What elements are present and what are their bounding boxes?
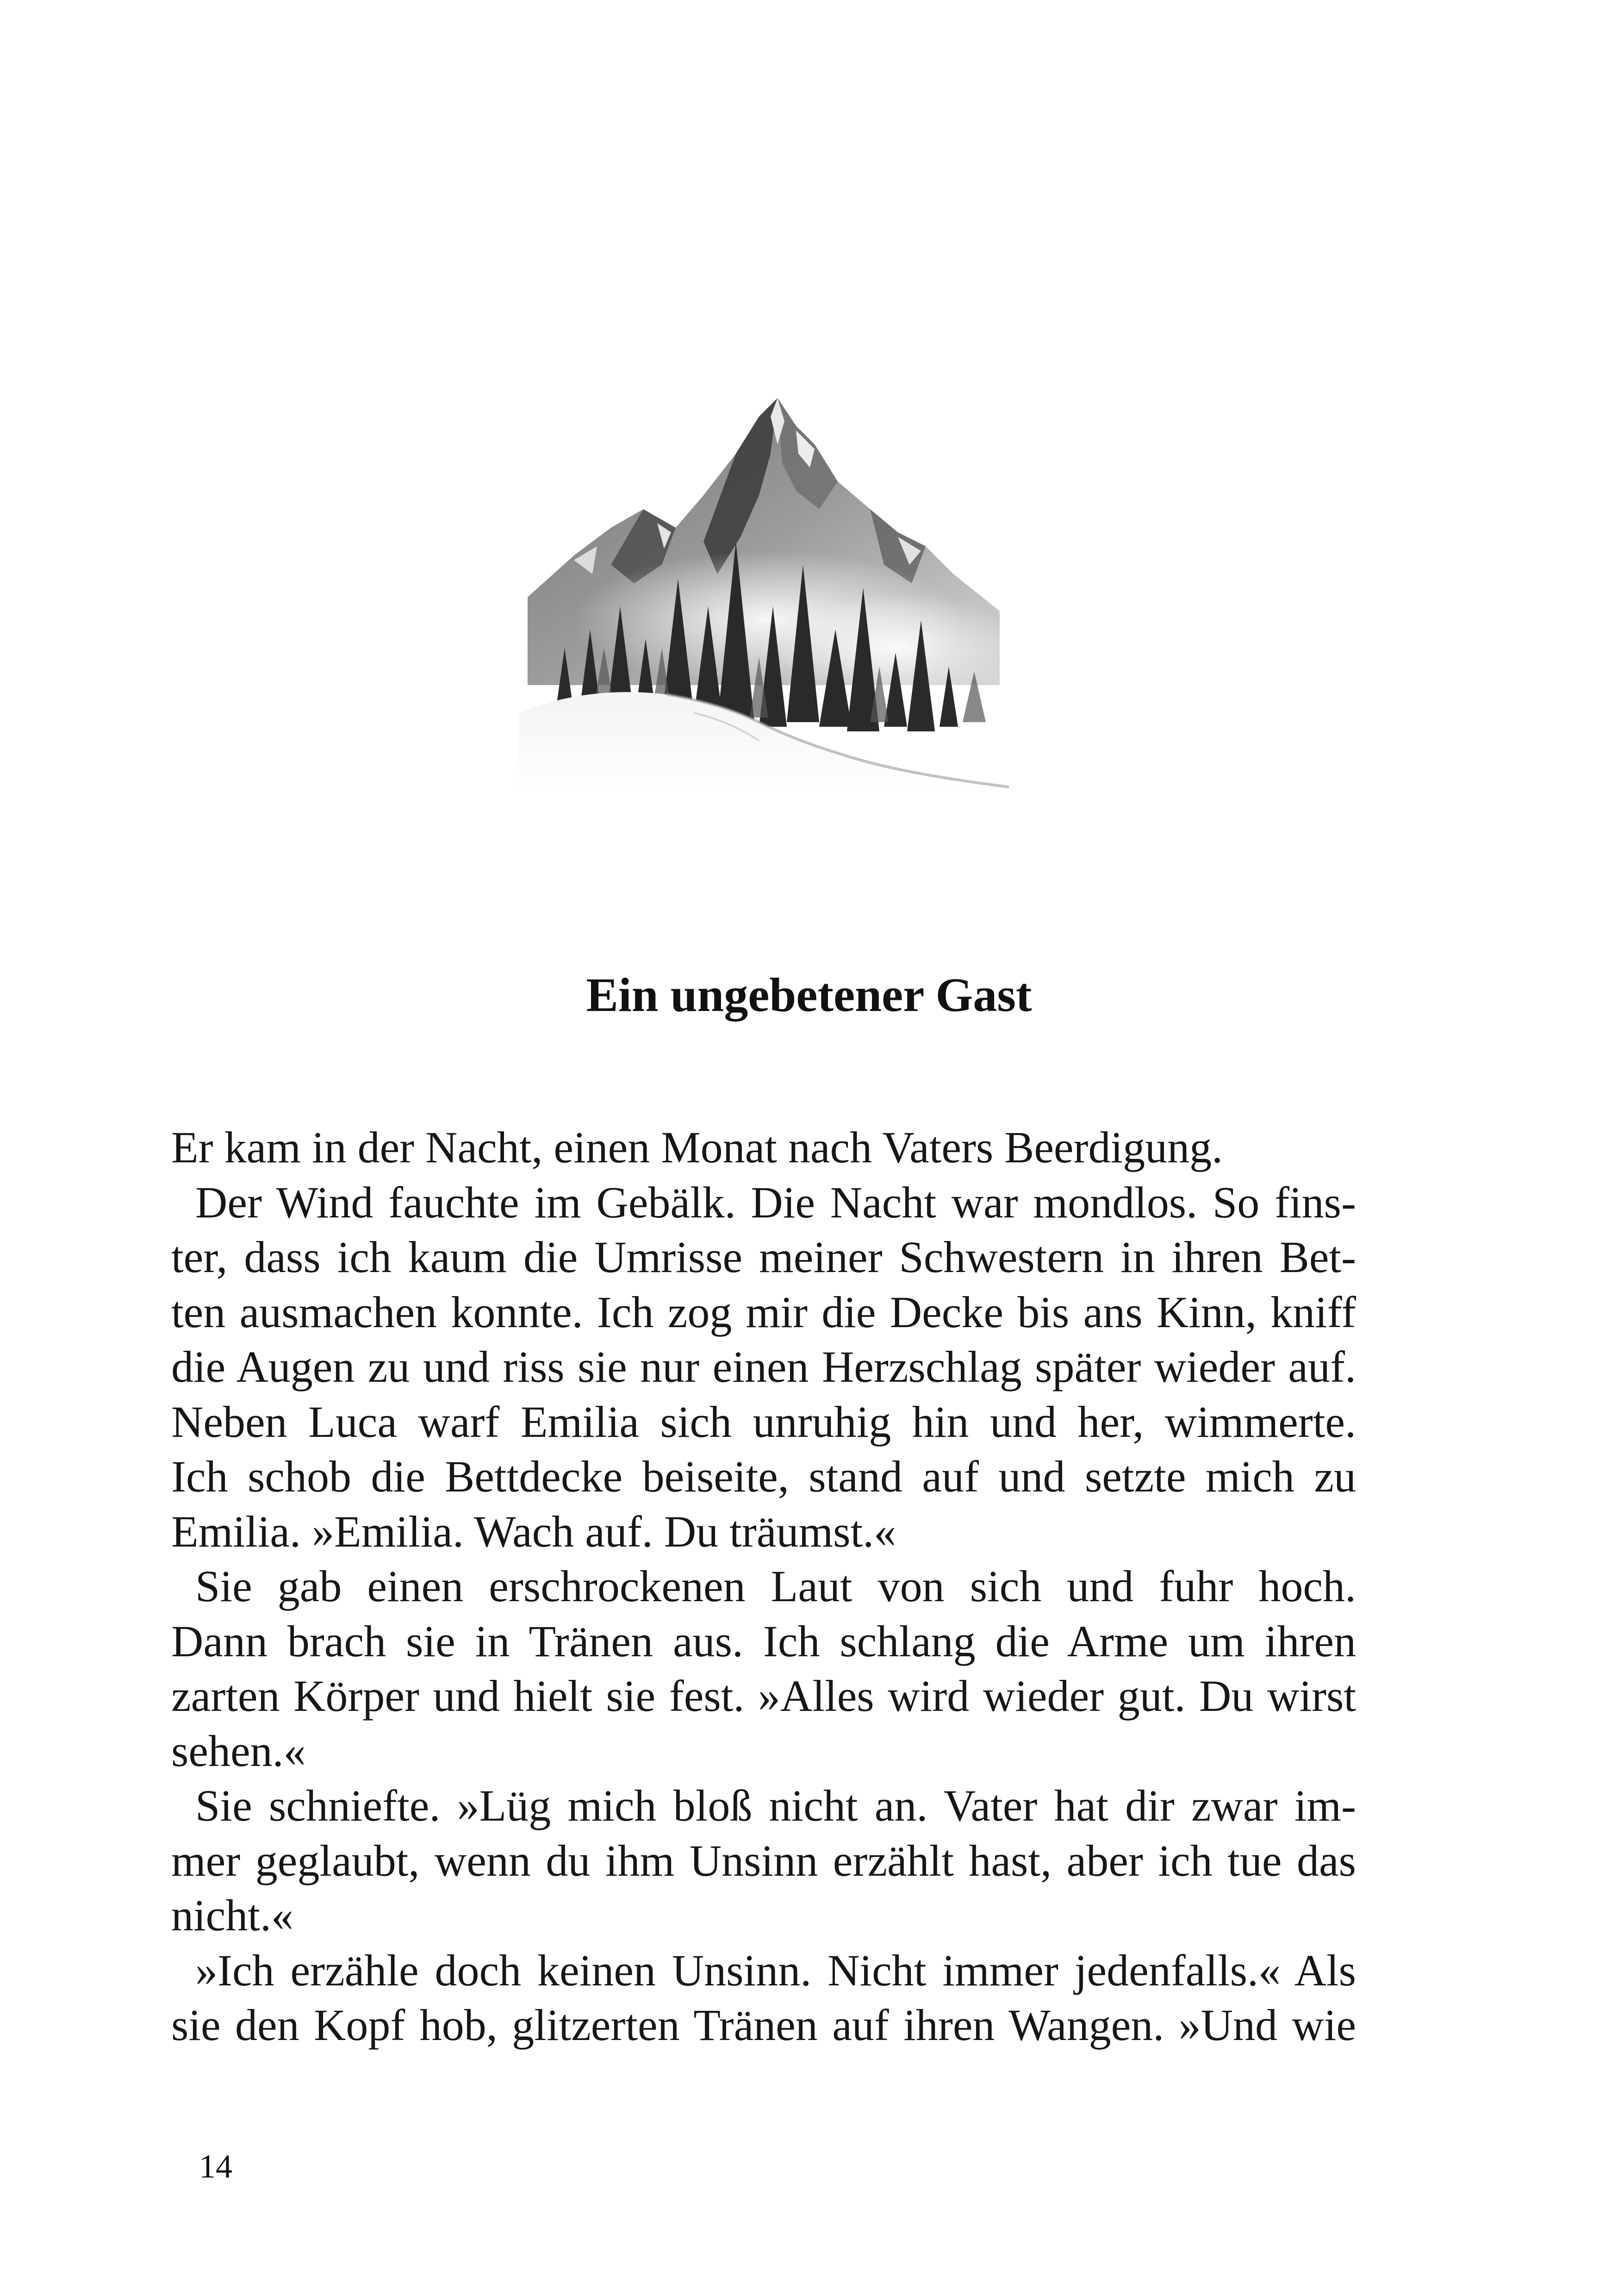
body-text <box>171 1120 1356 2053</box>
text-line: die Augen zu und riss sie nur einen Herzschlag später wieder auf. <box>171 1342 1356 1391</box>
mountain-forest-illustration <box>518 389 1009 796</box>
chapter-title: Ein ungebetener Gast <box>586 968 1032 1022</box>
text-line: »Ich erzähle doch keinen Unsinn. Nicht immer jedenfalls.« Als <box>195 1945 1356 1995</box>
text-line: Dann brach sie in Tränen aus. Ich schlang die Arme um ihren <box>171 1616 1356 1666</box>
text-line: mer geglaubt, wenn du ihm Unsinn erzählt hast, aber ich tue das <box>171 1835 1356 1885</box>
text-line: sehen.« <box>171 1726 306 1776</box>
text-line: Ich schob die Bettdecke beiseite, stand auf und setzte mich zu <box>171 1452 1356 1501</box>
text-line: sie den Kopf hob, glitzerten Tränen auf ihren Wangen. »Und wie <box>171 2000 1356 2050</box>
text-line: ter, dass ich kaum die Umrisse meiner Schwestern in ihren Bet- <box>171 1232 1356 1282</box>
text-line: nicht.« <box>171 1890 293 1940</box>
text-line: zarten Körper und hielt sie fest. »Alles wird wieder gut. Du wirst <box>171 1671 1356 1721</box>
page-number: 14 <box>199 2148 232 2185</box>
text-line: ten ausmachen konnte. Ich zog mir die Decke bis ans Kinn, kniff <box>171 1287 1356 1337</box>
text-line: Er kam in der Nacht, einen Monat nach Vaters Beerdigung. <box>171 1123 1223 1172</box>
text-line: Sie gab einen erschrockenen Laut von sich und fuhr hoch. <box>195 1561 1356 1611</box>
text-line: Der Wind fauchte im Gebälk. Die Nacht war mondlos. So fins- <box>195 1177 1356 1227</box>
text-line: Sie schniefte. »Lüg mich bloß nicht an. Vater hat dir zwar im- <box>195 1781 1356 1830</box>
text-line: Emilia. »Emilia. Wach auf. Du träumst.« <box>171 1506 896 1556</box>
text-line: Neben Luca warf Emilia sich unruhig hin und her, wimmerte. <box>171 1397 1356 1447</box>
